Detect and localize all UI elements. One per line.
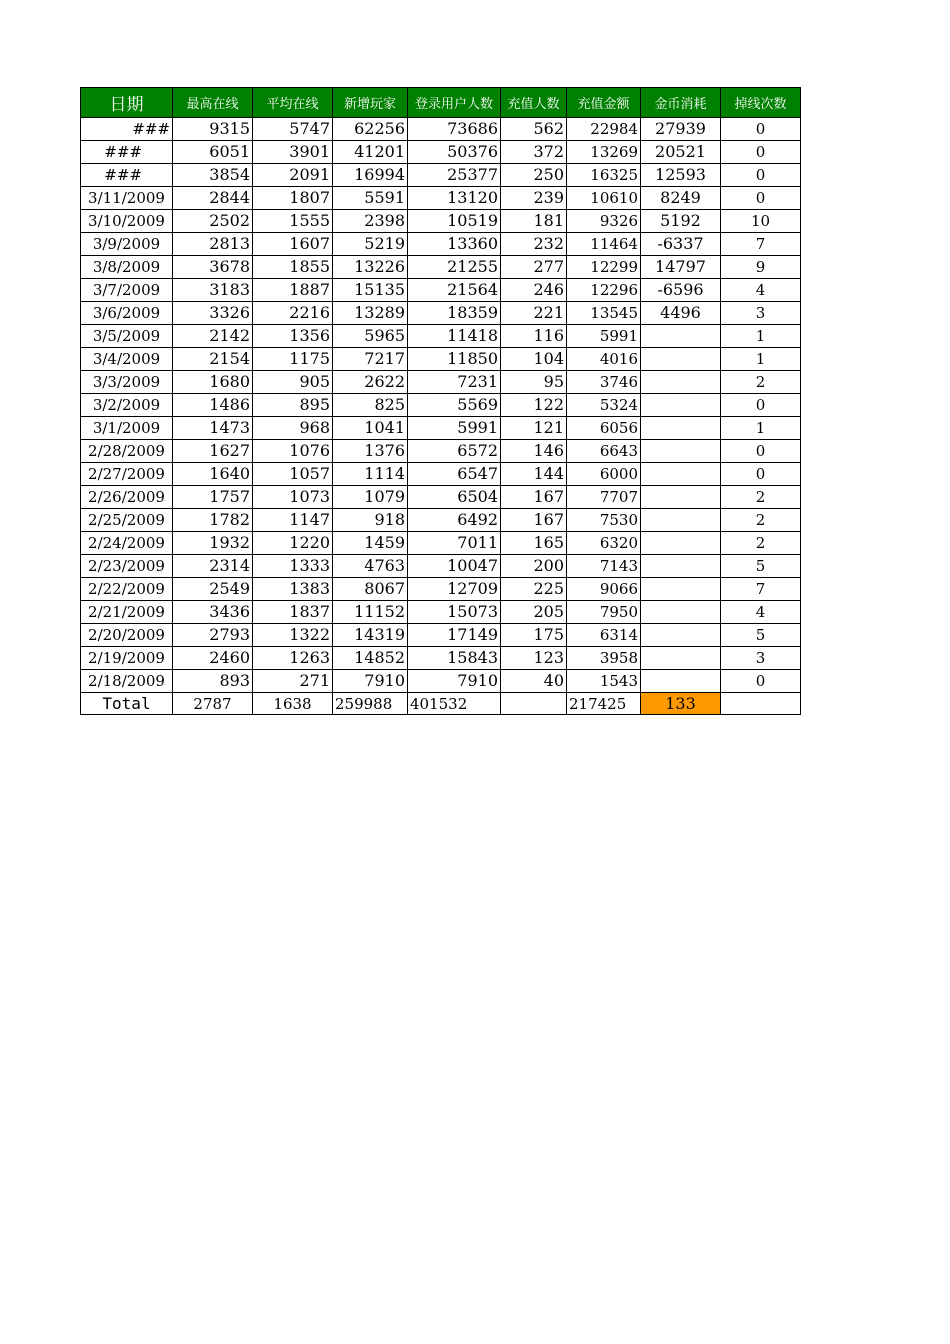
cell-gold-consumed[interactable] bbox=[641, 509, 721, 532]
cell-gold-consumed[interactable]: -6596 bbox=[641, 279, 721, 302]
cell-recharge-amount[interactable]: 6314 bbox=[567, 624, 641, 647]
cell-recharge-amount[interactable]: 1543 bbox=[567, 670, 641, 693]
cell-gold-consumed[interactable]: 12593 bbox=[641, 164, 721, 187]
cell-avg-online[interactable]: 1220 bbox=[253, 532, 333, 555]
table-row bbox=[81, 440, 801, 463]
cell-date[interactable]: 2/20/2009 bbox=[81, 624, 173, 647]
cell-recharge-amount[interactable]: 13269 bbox=[567, 141, 641, 164]
cell-login-users[interactable]: 15073 bbox=[408, 601, 501, 624]
table-row bbox=[81, 210, 801, 233]
cell-recharge-amount[interactable]: 10610 bbox=[567, 187, 641, 210]
cell-recharge-users[interactable]: 225 bbox=[501, 578, 567, 601]
cell-peak-online[interactable]: 1486 bbox=[173, 394, 253, 417]
cell-new-players[interactable]: 16994 bbox=[333, 164, 408, 187]
cell-recharge-users[interactable]: 165 bbox=[501, 532, 567, 555]
total-login-users[interactable]: 401532 bbox=[408, 693, 501, 715]
cell-date[interactable]: 2/27/2009 bbox=[81, 463, 173, 486]
cell-disconnects[interactable]: 1 bbox=[721, 348, 801, 371]
cell-avg-online[interactable]: 3901 bbox=[253, 141, 333, 164]
cell-new-players[interactable]: 15135 bbox=[333, 279, 408, 302]
cell-recharge-amount[interactable]: 5991 bbox=[567, 325, 641, 348]
cell-avg-online[interactable]: 1076 bbox=[253, 440, 333, 463]
cell-login-users[interactable]: 7910 bbox=[408, 670, 501, 693]
cell-new-players[interactable]: 2398 bbox=[333, 210, 408, 233]
table-row bbox=[81, 647, 801, 670]
cell-gold-consumed[interactable]: -6337 bbox=[641, 233, 721, 256]
cell-disconnects[interactable]: 9 bbox=[721, 256, 801, 279]
cell-recharge-amount[interactable]: 6000 bbox=[567, 463, 641, 486]
cell-recharge-users[interactable]: 239 bbox=[501, 187, 567, 210]
header-login-users[interactable]: 登录用户人数 bbox=[408, 88, 501, 118]
header-new-players[interactable]: 新增玩家 bbox=[333, 88, 408, 118]
cell-date[interactable]: 3/5/2009 bbox=[81, 325, 173, 348]
table-row bbox=[81, 624, 801, 647]
table-row bbox=[81, 187, 801, 210]
cell-login-users[interactable]: 15843 bbox=[408, 647, 501, 670]
header-recharge-amount[interactable]: 充值金额 bbox=[567, 88, 641, 118]
cell-date[interactable]: ### bbox=[81, 118, 173, 141]
cell-new-players[interactable]: 1041 bbox=[333, 417, 408, 440]
cell-login-users[interactable]: 73686 bbox=[408, 118, 501, 141]
cell-new-players[interactable]: 1459 bbox=[333, 532, 408, 555]
table-row bbox=[81, 256, 801, 279]
cell-recharge-amount[interactable]: 7707 bbox=[567, 486, 641, 509]
cell-peak-online[interactable]: 2460 bbox=[173, 647, 253, 670]
cell-new-players[interactable]: 14319 bbox=[333, 624, 408, 647]
cell-gold-consumed[interactable] bbox=[641, 325, 721, 348]
cell-peak-online[interactable]: 2844 bbox=[173, 187, 253, 210]
cell-new-players[interactable]: 8067 bbox=[333, 578, 408, 601]
cell-recharge-users[interactable]: 221 bbox=[501, 302, 567, 325]
cell-recharge-users[interactable]: 122 bbox=[501, 394, 567, 417]
cell-recharge-users[interactable]: 146 bbox=[501, 440, 567, 463]
table-row bbox=[81, 555, 801, 578]
cell-date[interactable]: 3/2/2009 bbox=[81, 394, 173, 417]
table-row bbox=[81, 325, 801, 348]
cell-login-users[interactable]: 18359 bbox=[408, 302, 501, 325]
cell-disconnects[interactable]: 7 bbox=[721, 233, 801, 256]
table-row bbox=[81, 279, 801, 302]
cell-gold-consumed[interactable] bbox=[641, 417, 721, 440]
cell-avg-online[interactable]: 1887 bbox=[253, 279, 333, 302]
cell-recharge-users[interactable]: 205 bbox=[501, 601, 567, 624]
cell-recharge-users[interactable]: 144 bbox=[501, 463, 567, 486]
cell-peak-online[interactable]: 2549 bbox=[173, 578, 253, 601]
cell-disconnects[interactable]: 2 bbox=[721, 371, 801, 394]
cell-login-users[interactable]: 11418 bbox=[408, 325, 501, 348]
cell-disconnects[interactable]: 0 bbox=[721, 187, 801, 210]
cell-login-users[interactable]: 5991 bbox=[408, 417, 501, 440]
cell-new-players[interactable]: 13289 bbox=[333, 302, 408, 325]
cell-avg-online[interactable]: 2091 bbox=[253, 164, 333, 187]
cell-gold-consumed[interactable] bbox=[641, 624, 721, 647]
cell-recharge-amount[interactable]: 6320 bbox=[567, 532, 641, 555]
table-row bbox=[81, 578, 801, 601]
header-row bbox=[81, 88, 801, 118]
cell-login-users[interactable]: 12709 bbox=[408, 578, 501, 601]
table-row bbox=[81, 463, 801, 486]
cell-recharge-users[interactable]: 95 bbox=[501, 371, 567, 394]
cell-peak-online[interactable]: 1640 bbox=[173, 463, 253, 486]
cell-login-users[interactable]: 13120 bbox=[408, 187, 501, 210]
total-peak-online[interactable]: 2787 bbox=[173, 693, 253, 715]
cell-recharge-users[interactable]: 181 bbox=[501, 210, 567, 233]
cell-date[interactable]: 2/26/2009 bbox=[81, 486, 173, 509]
cell-disconnects[interactable]: 0 bbox=[721, 440, 801, 463]
cell-recharge-users[interactable]: 40 bbox=[501, 670, 567, 693]
cell-recharge-amount[interactable]: 6643 bbox=[567, 440, 641, 463]
cell-disconnects[interactable]: 1 bbox=[721, 417, 801, 440]
header-date[interactable]: 日期 bbox=[81, 88, 173, 118]
cell-disconnects[interactable]: 0 bbox=[721, 394, 801, 417]
cell-gold-consumed[interactable]: 27939 bbox=[641, 118, 721, 141]
cell-login-users[interactable]: 50376 bbox=[408, 141, 501, 164]
cell-peak-online[interactable]: 1757 bbox=[173, 486, 253, 509]
cell-peak-online[interactable]: 3854 bbox=[173, 164, 253, 187]
cell-avg-online[interactable]: 1073 bbox=[253, 486, 333, 509]
cell-peak-online[interactable]: 9315 bbox=[173, 118, 253, 141]
cell-recharge-amount[interactable]: 5324 bbox=[567, 394, 641, 417]
cell-new-players[interactable]: 41201 bbox=[333, 141, 408, 164]
cell-recharge-users[interactable]: 123 bbox=[501, 647, 567, 670]
cell-peak-online[interactable]: 2502 bbox=[173, 210, 253, 233]
cell-login-users[interactable]: 11850 bbox=[408, 348, 501, 371]
cell-peak-online[interactable]: 2314 bbox=[173, 555, 253, 578]
cell-avg-online[interactable]: 968 bbox=[253, 417, 333, 440]
cell-recharge-amount[interactable]: 3746 bbox=[567, 371, 641, 394]
cell-login-users[interactable]: 21564 bbox=[408, 279, 501, 302]
total-recharge-amount[interactable]: 217425 bbox=[567, 693, 641, 715]
table-row bbox=[81, 233, 801, 256]
cell-gold-consumed[interactable] bbox=[641, 486, 721, 509]
cell-gold-consumed[interactable] bbox=[641, 601, 721, 624]
cell-new-players[interactable]: 5965 bbox=[333, 325, 408, 348]
cell-avg-online[interactable]: 905 bbox=[253, 371, 333, 394]
cell-avg-online[interactable]: 1333 bbox=[253, 555, 333, 578]
cell-peak-online[interactable]: 3678 bbox=[173, 256, 253, 279]
cell-new-players[interactable]: 1114 bbox=[333, 463, 408, 486]
cell-recharge-users[interactable]: 175 bbox=[501, 624, 567, 647]
cell-login-users[interactable]: 7231 bbox=[408, 371, 501, 394]
cell-recharge-users[interactable]: 562 bbox=[501, 118, 567, 141]
table-row bbox=[81, 141, 801, 164]
cell-gold-consumed[interactable] bbox=[641, 555, 721, 578]
cell-date[interactable]: 3/6/2009 bbox=[81, 302, 173, 325]
cell-recharge-amount[interactable]: 7143 bbox=[567, 555, 641, 578]
cell-recharge-amount[interactable]: 9066 bbox=[567, 578, 641, 601]
cell-gold-consumed[interactable]: 5192 bbox=[641, 210, 721, 233]
cell-new-players[interactable]: 7910 bbox=[333, 670, 408, 693]
cell-gold-consumed[interactable] bbox=[641, 532, 721, 555]
total-recharge-users[interactable] bbox=[501, 693, 567, 715]
cell-peak-online[interactable]: 1932 bbox=[173, 532, 253, 555]
cell-disconnects[interactable]: 4 bbox=[721, 601, 801, 624]
cell-gold-consumed[interactable] bbox=[641, 394, 721, 417]
table-row bbox=[81, 302, 801, 325]
cell-gold-consumed[interactable] bbox=[641, 348, 721, 371]
cell-recharge-users[interactable]: 200 bbox=[501, 555, 567, 578]
cell-disconnects[interactable]: 0 bbox=[721, 164, 801, 187]
total-gold-consumed[interactable]: 133 bbox=[641, 693, 721, 715]
cell-avg-online[interactable]: 1322 bbox=[253, 624, 333, 647]
cell-login-users[interactable]: 17149 bbox=[408, 624, 501, 647]
cell-disconnects[interactable]: 4 bbox=[721, 279, 801, 302]
cell-avg-online[interactable]: 5747 bbox=[253, 118, 333, 141]
cell-login-users[interactable]: 6572 bbox=[408, 440, 501, 463]
cell-disconnects[interactable]: 1 bbox=[721, 325, 801, 348]
cell-peak-online[interactable]: 3436 bbox=[173, 601, 253, 624]
cell-new-players[interactable]: 1079 bbox=[333, 486, 408, 509]
cell-recharge-amount[interactable]: 13545 bbox=[567, 302, 641, 325]
table-row bbox=[81, 670, 801, 693]
cell-avg-online[interactable]: 1263 bbox=[253, 647, 333, 670]
cell-disconnects[interactable]: 0 bbox=[721, 141, 801, 164]
header-avg-online[interactable]: 平均在线 bbox=[253, 88, 333, 118]
cell-peak-online[interactable]: 2813 bbox=[173, 233, 253, 256]
cell-login-users[interactable]: 7011 bbox=[408, 532, 501, 555]
cell-date[interactable]: 3/4/2009 bbox=[81, 348, 173, 371]
cell-new-players[interactable]: 62256 bbox=[333, 118, 408, 141]
cell-recharge-users[interactable]: 250 bbox=[501, 164, 567, 187]
cell-new-players[interactable]: 5219 bbox=[333, 233, 408, 256]
cell-disconnects[interactable]: 3 bbox=[721, 302, 801, 325]
table-row bbox=[81, 532, 801, 555]
cell-avg-online[interactable]: 895 bbox=[253, 394, 333, 417]
cell-date[interactable]: 2/25/2009 bbox=[81, 509, 173, 532]
cell-peak-online[interactable]: 893 bbox=[173, 670, 253, 693]
cell-avg-online[interactable]: 1057 bbox=[253, 463, 333, 486]
cell-new-players[interactable]: 5591 bbox=[333, 187, 408, 210]
cell-peak-online[interactable]: 2793 bbox=[173, 624, 253, 647]
cell-login-users[interactable]: 21255 bbox=[408, 256, 501, 279]
cell-new-players[interactable]: 4763 bbox=[333, 555, 408, 578]
cell-avg-online[interactable]: 1147 bbox=[253, 509, 333, 532]
cell-date[interactable]: 3/1/2009 bbox=[81, 417, 173, 440]
total-new-players[interactable]: 259988 bbox=[333, 693, 408, 715]
cell-login-users[interactable]: 6492 bbox=[408, 509, 501, 532]
cell-avg-online[interactable]: 2216 bbox=[253, 302, 333, 325]
cell-gold-consumed[interactable]: 8249 bbox=[641, 187, 721, 210]
cell-gold-consumed[interactable] bbox=[641, 440, 721, 463]
cell-gold-consumed[interactable] bbox=[641, 670, 721, 693]
table-row bbox=[81, 118, 801, 141]
cell-peak-online[interactable]: 2154 bbox=[173, 348, 253, 371]
cell-recharge-amount[interactable]: 7530 bbox=[567, 509, 641, 532]
cell-avg-online[interactable]: 1356 bbox=[253, 325, 333, 348]
cell-avg-online[interactable]: 1807 bbox=[253, 187, 333, 210]
cell-recharge-amount[interactable]: 9326 bbox=[567, 210, 641, 233]
cell-avg-online[interactable]: 1837 bbox=[253, 601, 333, 624]
cell-peak-online[interactable]: 1473 bbox=[173, 417, 253, 440]
cell-gold-consumed[interactable] bbox=[641, 371, 721, 394]
cell-recharge-amount[interactable]: 12299 bbox=[567, 256, 641, 279]
table-row bbox=[81, 486, 801, 509]
cell-gold-consumed[interactable]: 20521 bbox=[641, 141, 721, 164]
cell-recharge-amount[interactable]: 11464 bbox=[567, 233, 641, 256]
data-table bbox=[80, 87, 801, 715]
total-row bbox=[81, 693, 801, 715]
cell-avg-online[interactable]: 271 bbox=[253, 670, 333, 693]
cell-recharge-users[interactable]: 116 bbox=[501, 325, 567, 348]
cell-date[interactable]: 2/21/2009 bbox=[81, 601, 173, 624]
cell-recharge-amount[interactable]: 4016 bbox=[567, 348, 641, 371]
header-peak-online[interactable]: 最高在线 bbox=[173, 88, 253, 118]
cell-new-players[interactable]: 825 bbox=[333, 394, 408, 417]
cell-gold-consumed[interactable]: 4496 bbox=[641, 302, 721, 325]
table-row bbox=[81, 371, 801, 394]
cell-date[interactable]: 3/9/2009 bbox=[81, 233, 173, 256]
cell-login-users[interactable]: 6547 bbox=[408, 463, 501, 486]
cell-disconnects[interactable]: 3 bbox=[721, 647, 801, 670]
cell-disconnects[interactable]: 2 bbox=[721, 486, 801, 509]
cell-recharge-amount[interactable]: 12296 bbox=[567, 279, 641, 302]
cell-date[interactable]: 2/24/2009 bbox=[81, 532, 173, 555]
cell-login-users[interactable]: 6504 bbox=[408, 486, 501, 509]
cell-avg-online[interactable]: 1555 bbox=[253, 210, 333, 233]
header-gold-consumed[interactable]: 金币消耗 bbox=[641, 88, 721, 118]
table-row bbox=[81, 601, 801, 624]
table-row bbox=[81, 394, 801, 417]
cell-recharge-users[interactable]: 104 bbox=[501, 348, 567, 371]
cell-disconnects[interactable]: 5 bbox=[721, 555, 801, 578]
cell-gold-consumed[interactable] bbox=[641, 647, 721, 670]
cell-date[interactable]: 3/11/2009 bbox=[81, 187, 173, 210]
cell-peak-online[interactable]: 6051 bbox=[173, 141, 253, 164]
cell-recharge-amount[interactable]: 22984 bbox=[567, 118, 641, 141]
table-row bbox=[81, 417, 801, 440]
header-recharge-users[interactable]: 充值人数 bbox=[501, 88, 567, 118]
cell-new-players[interactable]: 1376 bbox=[333, 440, 408, 463]
cell-gold-consumed[interactable] bbox=[641, 463, 721, 486]
cell-peak-online[interactable]: 2142 bbox=[173, 325, 253, 348]
cell-disconnects[interactable]: 0 bbox=[721, 463, 801, 486]
cell-peak-online[interactable]: 1680 bbox=[173, 371, 253, 394]
cell-date[interactable]: 3/3/2009 bbox=[81, 371, 173, 394]
cell-avg-online[interactable]: 1383 bbox=[253, 578, 333, 601]
cell-login-users[interactable]: 5569 bbox=[408, 394, 501, 417]
cell-disconnects[interactable]: 7 bbox=[721, 578, 801, 601]
cell-disconnects[interactable]: 2 bbox=[721, 532, 801, 555]
cell-new-players[interactable]: 14852 bbox=[333, 647, 408, 670]
cell-peak-online[interactable]: 3326 bbox=[173, 302, 253, 325]
table-row bbox=[81, 164, 801, 187]
cell-peak-online[interactable]: 1627 bbox=[173, 440, 253, 463]
cell-disconnects[interactable]: 2 bbox=[721, 509, 801, 532]
cell-recharge-amount[interactable]: 3958 bbox=[567, 647, 641, 670]
cell-login-users[interactable]: 10047 bbox=[408, 555, 501, 578]
cell-disconnects[interactable]: 10 bbox=[721, 210, 801, 233]
cell-date[interactable]: ### bbox=[81, 164, 173, 187]
cell-new-players[interactable]: 918 bbox=[333, 509, 408, 532]
cell-date[interactable]: 3/7/2009 bbox=[81, 279, 173, 302]
cell-recharge-amount[interactable]: 7950 bbox=[567, 601, 641, 624]
cell-recharge-users[interactable]: 372 bbox=[501, 141, 567, 164]
cell-new-players[interactable]: 7217 bbox=[333, 348, 408, 371]
cell-recharge-users[interactable]: 167 bbox=[501, 509, 567, 532]
table-row bbox=[81, 348, 801, 371]
cell-login-users[interactable]: 25377 bbox=[408, 164, 501, 187]
cell-peak-online[interactable]: 3183 bbox=[173, 279, 253, 302]
cell-gold-consumed[interactable] bbox=[641, 578, 721, 601]
cell-avg-online[interactable]: 1175 bbox=[253, 348, 333, 371]
cell-avg-online[interactable]: 1855 bbox=[253, 256, 333, 279]
cell-recharge-users[interactable]: 167 bbox=[501, 486, 567, 509]
cell-disconnects[interactable]: 0 bbox=[721, 118, 801, 141]
cell-recharge-amount[interactable]: 16325 bbox=[567, 164, 641, 187]
cell-date[interactable]: ### bbox=[81, 141, 173, 164]
table-row bbox=[81, 509, 801, 532]
cell-date[interactable]: 2/18/2009 bbox=[81, 670, 173, 693]
cell-recharge-amount[interactable]: 6056 bbox=[567, 417, 641, 440]
cell-date[interactable]: 2/19/2009 bbox=[81, 647, 173, 670]
cell-new-players[interactable]: 11152 bbox=[333, 601, 408, 624]
cell-recharge-users[interactable]: 232 bbox=[501, 233, 567, 256]
total-disconnects[interactable] bbox=[721, 693, 801, 715]
cell-gold-consumed[interactable]: 14797 bbox=[641, 256, 721, 279]
cell-disconnects[interactable]: 0 bbox=[721, 670, 801, 693]
cell-avg-online[interactable]: 1607 bbox=[253, 233, 333, 256]
cell-recharge-users[interactable]: 121 bbox=[501, 417, 567, 440]
cell-recharge-users[interactable]: 277 bbox=[501, 256, 567, 279]
cell-date[interactable]: 2/28/2009 bbox=[81, 440, 173, 463]
cell-date[interactable]: 2/23/2009 bbox=[81, 555, 173, 578]
total-label[interactable]: Total bbox=[81, 693, 173, 715]
cell-recharge-users[interactable]: 246 bbox=[501, 279, 567, 302]
cell-date[interactable]: 2/22/2009 bbox=[81, 578, 173, 601]
cell-disconnects[interactable]: 5 bbox=[721, 624, 801, 647]
cell-new-players[interactable]: 2622 bbox=[333, 371, 408, 394]
cell-login-users[interactable]: 10519 bbox=[408, 210, 501, 233]
cell-peak-online[interactable]: 1782 bbox=[173, 509, 253, 532]
header-disconnects[interactable]: 掉线次数 bbox=[721, 88, 801, 118]
cell-login-users[interactable]: 13360 bbox=[408, 233, 501, 256]
cell-date[interactable]: 3/8/2009 bbox=[81, 256, 173, 279]
cell-date[interactable]: 3/10/2009 bbox=[81, 210, 173, 233]
cell-new-players[interactable]: 13226 bbox=[333, 256, 408, 279]
total-avg-online[interactable]: 1638 bbox=[253, 693, 333, 715]
